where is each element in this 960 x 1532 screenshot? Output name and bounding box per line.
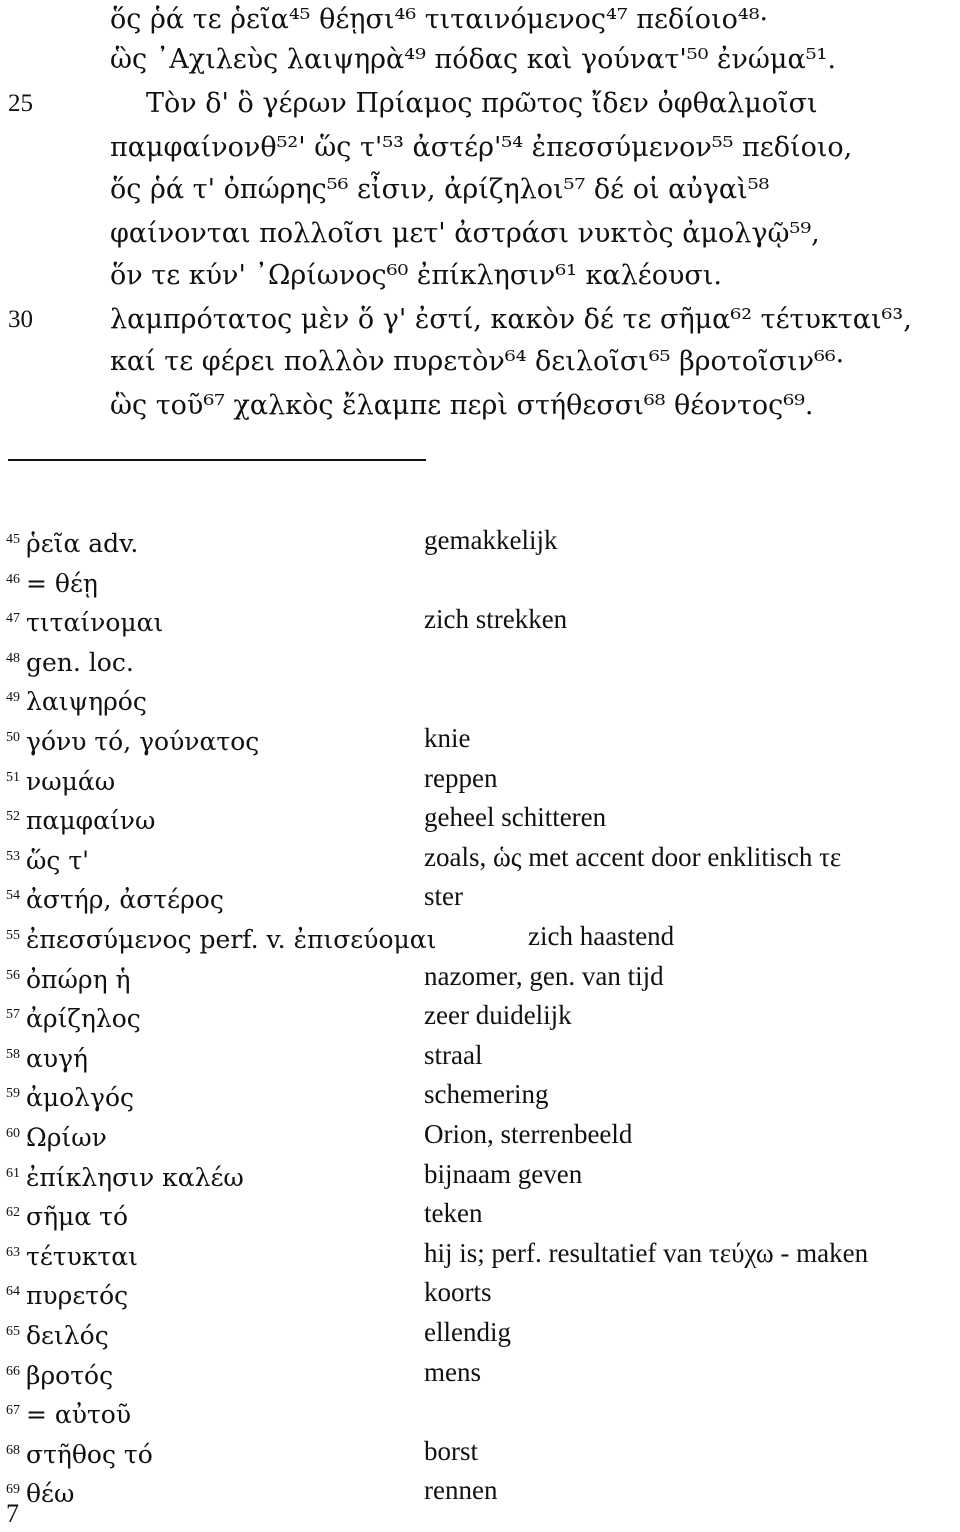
glossary-term: [6, 1116, 107, 1156]
glossary-term: [6, 1076, 134, 1116]
glossary-entry: [6, 1076, 946, 1112]
footnote-number: 65: [6, 1324, 20, 1339]
footnote-number: 62: [6, 1205, 20, 1220]
footnote-number: 50: [6, 730, 20, 745]
glossary-meaning: schemering: [424, 1079, 549, 1109]
footnote-number: 69: [6, 1482, 20, 1497]
glossary-headword: νωμάω: [26, 767, 116, 796]
glossary-meaning: zeer duidelijk: [424, 1000, 572, 1030]
footnote-number: 67: [6, 1403, 20, 1418]
glossary-headword: ῥεῖα adv.: [26, 529, 139, 558]
glossary-entry: [6, 1354, 946, 1390]
poem-line: Τὸν δ' ὃ γέρων Πρίαμος πρῶτος ἴδεν ὀφθαλμοῖσι: [146, 88, 818, 119]
glossary-entry: [6, 799, 946, 835]
glossary-meaning: zoals, ὡς met accent door enklitisch τε: [424, 842, 842, 872]
glossary-term: [6, 1433, 153, 1473]
glossary-headword: τέτυκται: [26, 1242, 138, 1271]
glossary-entry: [6, 878, 946, 914]
glossary-meaning: borst: [424, 1436, 478, 1466]
glossary-meaning: nazomer, gen. van tijd: [424, 961, 664, 991]
glossary-headword: ὀπώρη ἡ: [26, 965, 131, 994]
glossary-headword: ἀρίζηλος: [26, 1004, 141, 1033]
glossary-headword: πυρετός: [26, 1281, 129, 1310]
footnote-number: 63: [6, 1245, 20, 1260]
poem-line: καί τε φέρει πολλὸν πυρετὸν⁶⁴ δειλοῖσι⁶⁵ βροτοῖσιν⁶⁶·: [110, 346, 845, 377]
glossary-entry: [6, 1433, 946, 1469]
glossary-entry: [6, 839, 946, 875]
footnote-number: 49: [6, 690, 20, 705]
glossary-meaning: zich haastend: [528, 921, 675, 951]
glossary-term: [6, 641, 134, 681]
glossary-headword: παμφαίνω: [26, 806, 156, 835]
footnote-number: 68: [6, 1443, 20, 1458]
glossary-term: [6, 601, 163, 641]
footnote-number: 47: [6, 611, 20, 626]
glossary-term: [6, 1037, 88, 1077]
glossary-term: [6, 562, 98, 602]
glossary-meaning: teken: [424, 1198, 483, 1228]
glossary-entry: [6, 641, 946, 677]
glossary-entry: [6, 760, 946, 796]
footnote-number: 60: [6, 1126, 20, 1141]
poem-line: ὅν τε κύν' ᾿Ωρίωνος⁶⁰ ἐπίκλησιν⁶¹ καλέουσι.: [110, 260, 722, 291]
footnote-divider: [8, 459, 426, 461]
glossary-headword: ἐπίκλησιν καλέω: [26, 1163, 244, 1192]
glossary-entry: [6, 601, 946, 637]
glossary-term: [6, 839, 89, 879]
glossary-term: [6, 1393, 131, 1433]
glossary-meaning: mens: [424, 1357, 481, 1387]
glossary-entry: [6, 1037, 946, 1073]
glossary-meaning: ster: [424, 881, 463, 911]
poem-line: ὣς τοῦ⁶⁷ χαλκὸς ἔλαμπε περὶ στήθεσσι⁶⁸ θέοντος⁶⁹.: [110, 390, 814, 421]
footnote-number: 46: [6, 572, 20, 587]
glossary-term: [6, 918, 436, 958]
footnote-number: 56: [6, 968, 20, 983]
glossary-headword: = θέῃ: [26, 569, 98, 598]
glossary-term: [6, 1235, 138, 1275]
glossary-headword: στῆθος τό: [26, 1440, 153, 1469]
glossary-term: [6, 680, 147, 720]
glossary-term: [6, 1354, 113, 1394]
glossary-meaning: Orion, sterrenbeeld: [424, 1119, 633, 1149]
glossary-entry: [6, 720, 946, 756]
glossary-meaning: bijnaam geven: [424, 1159, 583, 1189]
page-number: 7: [6, 1499, 19, 1528]
poem-line: φαίνονται πολλοῖσι μετ' ἀστράσι νυκτὸς ἀμολγῷ⁵⁹,: [110, 218, 820, 249]
poem-line: ὣς ᾿Αχιλεὺς λαιψηρὰ⁴⁹ πόδας καὶ γούνατ'⁵⁰ ἐνώμα⁵¹.: [110, 44, 836, 75]
footnote-number: 52: [6, 809, 20, 824]
poem-line: λαμπρότατος μὲν ὅ γ' ἐστί, κακὸν δέ τε σῆμα⁶² τέτυκται⁶³,: [110, 304, 912, 335]
glossary-meaning: knie: [424, 723, 471, 753]
footnote-number: 48: [6, 651, 20, 666]
footnote-number: 55: [6, 928, 20, 943]
glossary-headword: τιταίνομαι: [26, 608, 164, 637]
footnote-number: 45: [6, 532, 20, 547]
glossary-entry: [6, 1235, 946, 1271]
glossary-entry: [6, 562, 946, 598]
glossary-term: [6, 799, 155, 839]
glossary-term: [6, 760, 115, 800]
glossary-term: [6, 522, 138, 562]
glossary-meaning: koorts: [424, 1277, 492, 1307]
glossary-term: [6, 997, 141, 1037]
glossary-term: [6, 878, 224, 918]
glossary-headword: σῆμα τό: [26, 1202, 129, 1231]
glossary-meaning: hij is; perf. resultatief van τεύχω - maken: [424, 1238, 869, 1268]
line-number: 30: [8, 306, 33, 333]
glossary-headword: βροτός: [26, 1361, 114, 1390]
glossary-entry: [6, 1274, 946, 1310]
glossary-meaning: zich strekken: [424, 604, 568, 634]
glossary-term: [6, 1274, 128, 1314]
footnote-number: 66: [6, 1364, 20, 1379]
footnote-number: 51: [6, 770, 20, 785]
poem-line: ὅς ῥά τε ῥεῖα⁴⁵ θέῃσι⁴⁶ τιταινόμενος⁴⁷ πεδίοιο⁴⁸·: [110, 4, 769, 35]
footnote-number: 64: [6, 1284, 20, 1299]
glossary-entry: [6, 997, 946, 1033]
glossary-headword: ἀμολγός: [26, 1083, 135, 1112]
glossary-term: [6, 720, 259, 760]
glossary-headword: Ωρίων: [26, 1123, 107, 1152]
glossary-headword: θέω: [26, 1479, 75, 1508]
glossary-meaning: reppen: [424, 763, 498, 793]
glossary-term: [6, 958, 130, 998]
poem-line: παμφαίνονθ⁵²' ὥς τ'⁵³ ἀστέρ'⁵⁴ ἐπεσσύμενον⁵⁵ πεδίοιο,: [110, 132, 853, 163]
glossary-entry: [6, 918, 946, 954]
glossary-headword: ἀστήρ, ἀστέρος: [26, 885, 224, 914]
glossary-headword: ἐπεσσύμενος perf. v. ἐπισεύομαι: [26, 925, 437, 954]
glossary-headword: δειλός: [26, 1321, 109, 1350]
glossary-meaning: gemakkelijk: [424, 525, 558, 555]
poem-line: ὅς ῥά τ' ὀπώρης⁵⁶ εἶσιν, ἀρίζηλοι⁵⁷ δέ οἱ αὐγαὶ⁵⁸: [110, 174, 770, 205]
glossary-headword: = αὐτοῦ: [26, 1400, 132, 1429]
glossary-entry: [6, 680, 946, 716]
footnote-number: 57: [6, 1007, 20, 1022]
glossary-entry: [6, 1195, 946, 1231]
glossary-headword: αυγή: [26, 1044, 88, 1073]
glossary-meaning: geheel schitteren: [424, 802, 607, 832]
footnote-number: 53: [6, 849, 20, 864]
glossary-headword: λαιψηρός: [26, 687, 147, 716]
glossary-entry: [6, 958, 946, 994]
glossary-meaning: straal: [424, 1040, 483, 1070]
line-number: 25: [8, 90, 33, 117]
glossary-term: [6, 1314, 109, 1354]
glossary-entry: [6, 1116, 946, 1152]
glossary-meaning: rennen: [424, 1475, 498, 1505]
footnote-number: 54: [6, 888, 20, 903]
glossary-entry: [6, 1314, 946, 1350]
glossary-entry: [6, 522, 946, 558]
glossary-entry: [6, 1156, 946, 1192]
glossary-headword: ὥς τ': [26, 846, 90, 875]
glossary-term: [6, 1156, 244, 1196]
glossary-headword: gen. loc.: [26, 648, 134, 677]
glossary-meaning: ellendig: [424, 1317, 511, 1347]
footnote-number: 58: [6, 1047, 20, 1062]
glossary-entry: [6, 1393, 946, 1429]
glossary-headword: γόνυ τό, γούνατος: [26, 727, 260, 756]
footnote-number: 61: [6, 1166, 20, 1181]
glossary-entry: [6, 1472, 946, 1508]
footnote-number: 59: [6, 1086, 20, 1101]
glossary-term: [6, 1195, 128, 1235]
